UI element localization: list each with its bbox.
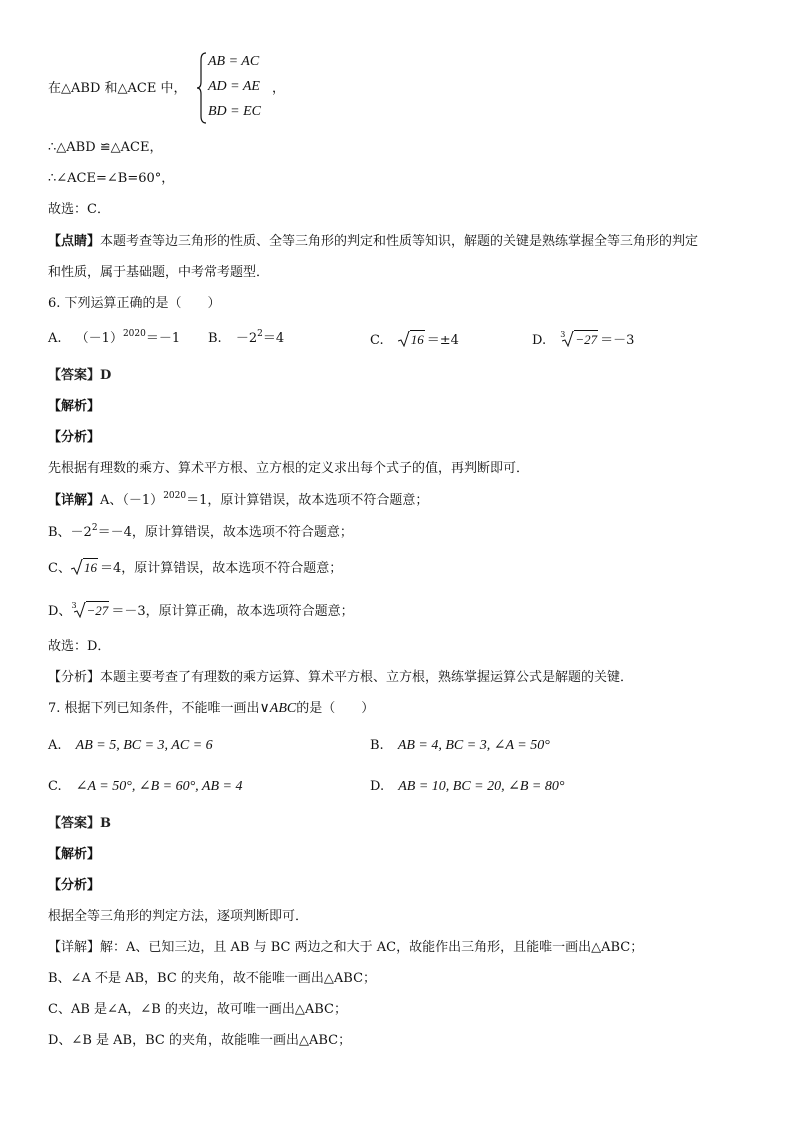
q5-choice: 故选：C． [48, 202, 110, 217]
q5-comment-line2: 和性质，属于基础题，中考常考题型． [48, 265, 270, 280]
detail-b-base: B、－2 [48, 525, 92, 540]
option-label: B. [208, 331, 222, 346]
q7-analysis-tag: 【解析】 [48, 847, 101, 862]
sqrt-16 [398, 330, 427, 350]
q6-option-b [208, 330, 284, 349]
option-b-result: ＝4 [262, 331, 285, 346]
option-label: D. [370, 779, 385, 794]
q7-detail-3: C、AB 是∠A，∠B 的夹边，故可唯一画出△ABC； [48, 1002, 348, 1017]
conclusion-angle: ∴∠ACE=∠B=60°， [48, 171, 175, 186]
option-c-result: ＝±4 [426, 333, 459, 348]
q7-detail-4: D、∠B 是 AB，BC 的夹角，故能唯一画出△ABC； [48, 1033, 352, 1048]
q7-option-d [370, 778, 564, 796]
q6-analysis-tag: 【解析】 [48, 399, 101, 414]
option-label: C. [370, 333, 384, 348]
conclusion-congruent: ∴△ABD ≌△ACE， [48, 140, 163, 155]
radical-icon [71, 559, 83, 575]
detail-a-text: ＝1，原计算错误，故本选项不符合题意； [186, 493, 429, 508]
comment-text-1: 本题考查等边三角形的性质、全等三角形的判定和性质等知识，解题的关键是熟练掌握全等三角形的判定 [100, 234, 699, 249]
q7-stem [48, 700, 374, 718]
left-brace-icon [196, 52, 208, 124]
q7-detail-2: B、∠A 不是 AB，BC 的夹角，故不能唯一画出△ABC； [48, 971, 377, 986]
q7-option-a [48, 737, 213, 755]
option-a-base: （－1） [75, 331, 123, 346]
detail-tag: 【详解】 [48, 493, 101, 508]
option-label: A. [48, 331, 62, 346]
option-d-expr: AB = 10, BC = 20, ∠B = 80° [398, 779, 565, 794]
q6-option-c [370, 330, 459, 350]
root-index: 3 [71, 601, 77, 610]
equation-bd-ec: BD = EC [208, 104, 261, 119]
q7-fenxi: 根据全等三角形的判定方法，逐项判断即可． [48, 909, 309, 924]
q5-intro: 在△ABD 和△ACE 中， [48, 81, 187, 96]
detail-c-text: ＝4，原计算错误，故本选项不符合题意； [99, 561, 343, 576]
sqrt-16 [71, 558, 100, 578]
radicand: 16 [410, 332, 424, 347]
comment-tag: 【点睛】 [48, 234, 101, 249]
q6-summary: 【分析】本题主要考查了有理数的乘方运算、算术平方根、立方根，熟练掌握运算公式是解题的关键． [48, 670, 634, 685]
radical-icon [562, 331, 574, 347]
q6-option-a [48, 330, 180, 349]
option-a-result: ＝－1 [145, 331, 181, 346]
equation-ad-ae: AD = AE [208, 79, 260, 94]
system-comma: ， [272, 81, 286, 96]
q7-option-c [48, 778, 242, 796]
q7-fenxi-tag: 【分析】 [48, 878, 101, 893]
radicand: −27 [575, 332, 598, 347]
option-label: B. [370, 738, 384, 753]
option-d-result: ＝－3 [600, 333, 635, 348]
q6-fenxi-tag: 【分析】 [48, 430, 101, 445]
q7-option-b [370, 737, 550, 755]
option-b-base: －2 [235, 331, 258, 346]
option-a-exponent: 2020 [122, 329, 146, 339]
cbrt-neg27 [74, 601, 112, 621]
detail-d-label: D、 [48, 604, 72, 619]
triangle-abc: ∨ABC [259, 701, 297, 716]
q6-detail-d [48, 601, 354, 622]
detail-d-text: ＝－3，原计算正确，故本选项符合题意； [111, 604, 354, 619]
equation-system [196, 52, 306, 124]
radicand: 16 [83, 560, 97, 575]
q6-answer: 【答案】D [48, 368, 112, 383]
option-b-exponent: 2 [257, 329, 263, 339]
q7-stem-pre: 7. 根据下列已知条件，不能唯一画出 [48, 701, 260, 716]
q6-detail-a [48, 492, 428, 511]
q6-stem: 6. 下列运算正确的是（ ） [48, 296, 221, 311]
option-label: D. [532, 333, 547, 348]
radical-icon [398, 331, 410, 347]
q5-comment-line1 [48, 233, 698, 251]
detail-a-base: A、（－1） [100, 493, 164, 508]
option-a-expr: AB = 5, BC = 3, AC = 6 [75, 738, 213, 753]
radical-icon [74, 602, 86, 618]
cbrt-neg27 [562, 330, 600, 350]
radicand: −27 [86, 603, 109, 618]
option-label: C. [48, 779, 62, 794]
q7-detail-1: 【详解】解：A、已知三边，且 AB 与 BC 两边之和大于 AC，故能作出三角形，且能唯一画出△ABC； [48, 940, 644, 955]
q7-stem-post: 的是（ ） [296, 701, 375, 716]
option-c-expr: ∠A = 50°, ∠B = 60°, AB = 4 [75, 779, 243, 794]
equation-ab-ac: AB = AC [208, 54, 260, 69]
detail-c-label: C、 [48, 561, 71, 576]
option-b-expr: AB = 4, BC = 3, ∠A = 50° [397, 738, 550, 753]
q6-choice: 故选：D． [48, 639, 111, 654]
option-label: A. [48, 738, 62, 753]
q6-option-d [532, 330, 634, 351]
q7-answer: 【答案】B [48, 816, 111, 831]
detail-b-exponent: 2 [91, 523, 98, 533]
detail-a-exponent: 2020 [163, 491, 187, 501]
root-index: 3 [560, 330, 566, 339]
detail-b-text: ＝－4，原计算错误，故本选项不符合题意； [97, 525, 353, 540]
q6-detail-c [48, 558, 342, 578]
q6-fenxi: 先根据有理数的乘方、算术平方根、立方根的定义求出每个式子的值，再判断即可． [48, 461, 530, 476]
q6-detail-b [48, 524, 353, 543]
